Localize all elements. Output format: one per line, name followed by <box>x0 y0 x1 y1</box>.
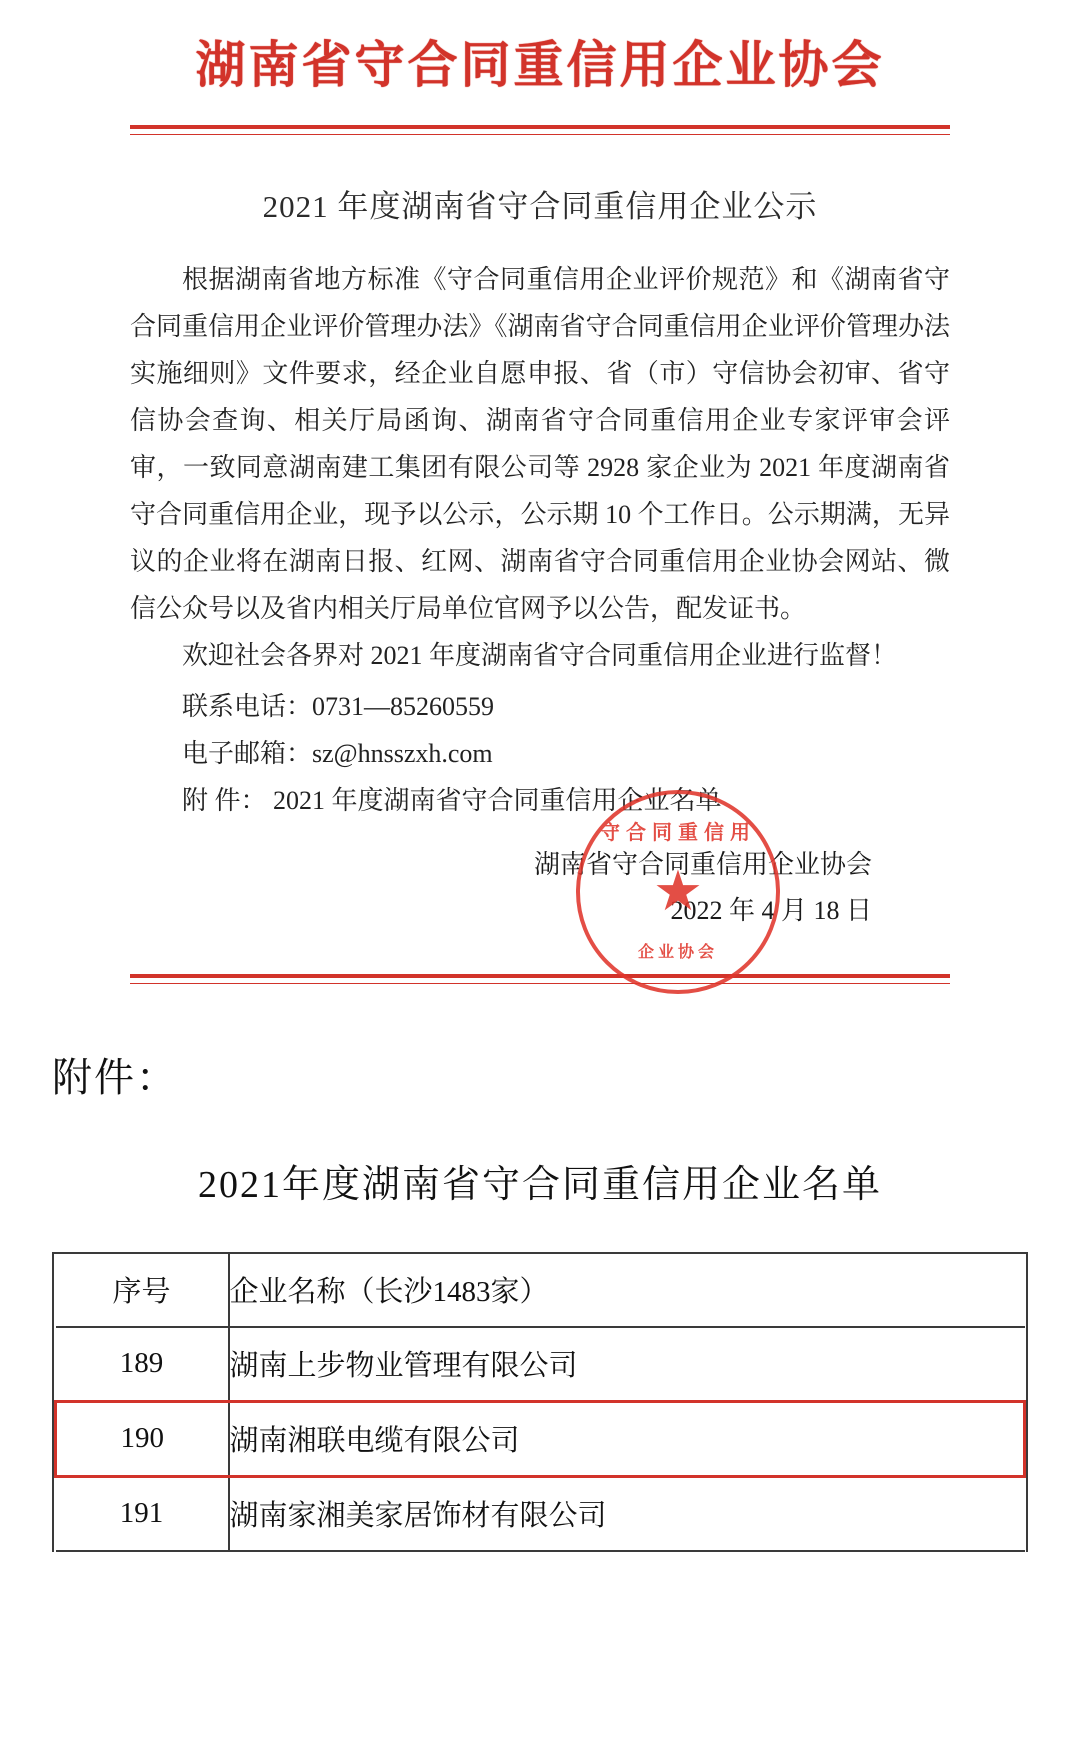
attachment-title: 2021年度湖南省守合同重信用企业名单 <box>197 1163 882 1206</box>
row-company-name: 湖南上步物业管理有限公司 <box>229 1327 1025 1402</box>
table-row-highlighted <box>56 1401 1025 1476</box>
contact-email: 电子邮箱：sz@hnsszxh.com <box>182 738 493 768</box>
notice-paragraph-1: 根据湖南省地方标准《守合同重信用企业评价规范》和《湖南省守合同重信用企业评价管理办法》《湖南省守合同重信用企业评价管理办法实施细则》文件要求，经企业自愿申报、省（市）守信协会初审、省守信协会查询、相关厅局函询、湖南省守合同重信用企业专家评审会评审，一致同意湖南建工集团有限公司等 2928 家企业为 2021 年度湖南省守合同重信用企业，现予以公示，公示期 10 个工作日。公示期满，无异议的企业将在湖南日报、红网、湖南省守合同重信用企业协会网站、微信公众号以及省内相关厅局单位官网予以公告，配发证书。 <box>130 264 950 623</box>
signature-date: 2022 年 4 月 18 日 <box>670 895 872 925</box>
table-header-row <box>56 1254 1025 1327</box>
row-index: 189 <box>56 1327 229 1402</box>
table-row <box>56 1327 1025 1402</box>
company-list-table-wrapper <box>52 1252 1028 1552</box>
notice-paragraph-2: 欢迎社会各界对 2021 年度湖南省守合同重信用企业进行监督！ <box>182 640 898 670</box>
table-header-index: 序号 <box>56 1254 229 1327</box>
attachment-reference: 附 件： 2021 年度湖南省守合同重信用企业名单 <box>182 785 722 815</box>
association-header: 湖南省守合同重信用企业协会 <box>195 37 885 93</box>
divider-thin-line <box>130 134 950 135</box>
seal-bottom-text: 企业协会 <box>637 943 718 961</box>
footer-divider-thin-line <box>130 983 950 984</box>
table-row <box>56 1476 1025 1551</box>
attachment-label: 附件： <box>52 1054 178 1100</box>
contact-block <box>130 683 950 824</box>
company-list-table <box>54 1254 1026 1552</box>
row-company-name: 湖南湘联电缆有限公司 <box>229 1401 1025 1476</box>
seal-star-icon: ★ <box>652 860 704 923</box>
seal-top-text: 守合同重信用 <box>600 821 756 844</box>
contact-phone: 联系电话：0731—85260559 <box>182 691 495 721</box>
table-header-company: 企业名称（长沙1483家） <box>229 1254 1025 1327</box>
row-company-name: 湖南家湘美家居饰材有限公司 <box>229 1476 1025 1551</box>
signature-block <box>130 821 950 961</box>
notice-body <box>130 256 950 824</box>
row-index: 190 <box>56 1401 229 1476</box>
footer-divider-thick-line <box>130 974 950 978</box>
header-divider <box>130 125 950 135</box>
divider-thick-line <box>130 125 950 129</box>
notice-title: 2021 年度湖南省守合同重信用企业公示 <box>262 188 818 224</box>
signature-organization: 湖南省守合同重信用企业协会 <box>533 849 872 879</box>
footer-divider <box>130 974 950 984</box>
row-index: 191 <box>56 1476 229 1551</box>
